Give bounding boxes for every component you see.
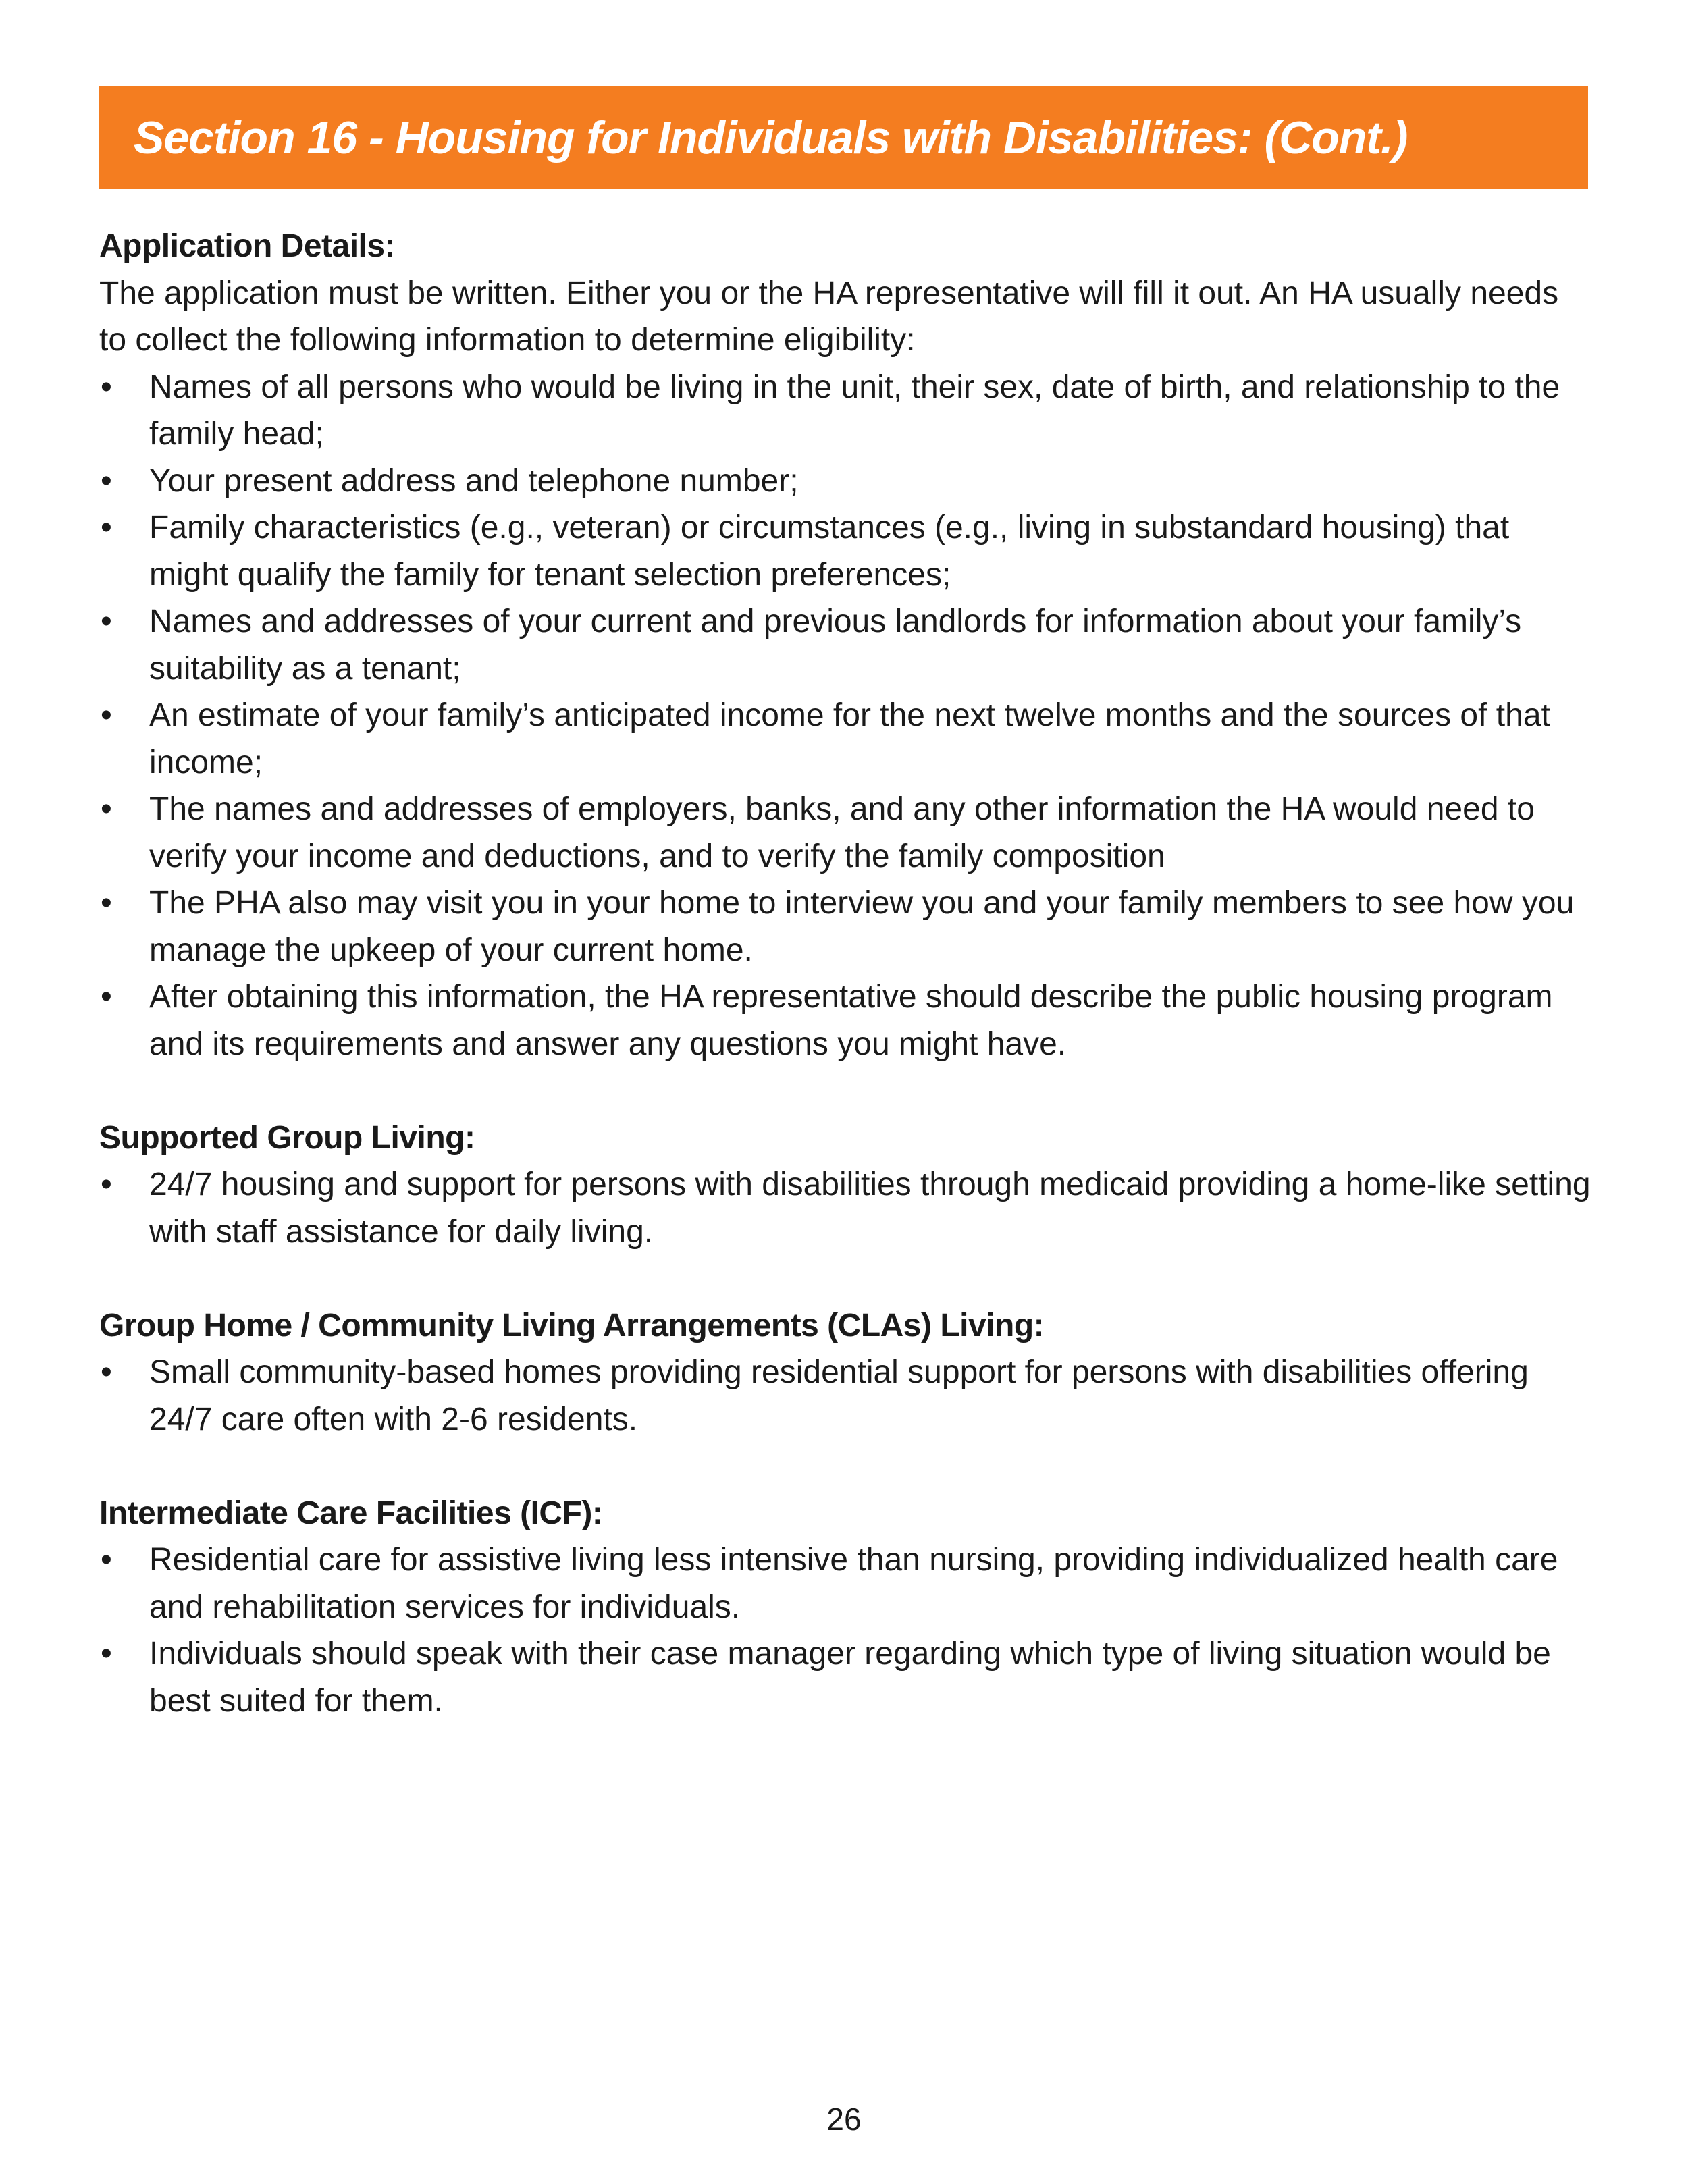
list-item-text: The names and addresses of employers, banks, and any other information the HA would need to verify your income and deductions, and to verify the family composition: [149, 791, 1535, 874]
bullet-icon: •: [101, 791, 112, 827]
icf-section: [99, 1490, 1591, 1725]
list-item: [99, 1349, 1591, 1443]
list-item: [99, 974, 1591, 1067]
section-heading: Supported Group Living:: [99, 1119, 475, 1156]
list-item: [99, 598, 1591, 692]
bullet-icon: •: [101, 697, 112, 733]
application-details-section: [99, 223, 1591, 1067]
list-item: [99, 504, 1591, 598]
page-content: [99, 223, 1591, 1724]
bullet-icon: •: [101, 1542, 112, 1578]
bullet-list: [99, 364, 1591, 1068]
bullet-list: [99, 1537, 1591, 1724]
bullet-icon: •: [101, 1354, 112, 1390]
list-item: [99, 1537, 1591, 1630]
spacer: [99, 1443, 1591, 1490]
list-item: [99, 692, 1591, 786]
group-home-section: [99, 1302, 1591, 1443]
section-intro: The application must be written. Either you or the HA representative will fill it out. An HA usually needs to collect the following information to determine eligibility:: [99, 275, 1559, 358]
list-item-text: Your present address and telephone number;: [149, 462, 799, 499]
bullet-icon: •: [101, 885, 112, 921]
list-item-text: Names of all persons who would be living in the unit, their sex, date of birth, and relationship to the family head;: [149, 369, 1560, 452]
list-item-text: Names and addresses of your current and previous landlords for information about your family’s suitability as a tenant;: [149, 604, 1522, 687]
list-item-text: The PHA also may visit you in your home to interview you and your family members to see how you manage the upkeep of your current home.: [149, 885, 1575, 968]
list-item: [99, 1630, 1591, 1724]
bullet-icon: •: [101, 510, 112, 545]
list-item-text: Family characteristics (e.g., veteran) or circumstances (e.g., living in substandard housing) that might qualify the family for tenant selection preferences;: [149, 510, 1510, 593]
list-item: [99, 786, 1591, 880]
bullet-icon: •: [101, 604, 112, 639]
list-item-text: An estimate of your family’s anticipated income for the next twelve months and the sources of that income;: [149, 697, 1550, 780]
bullet-icon: •: [101, 979, 112, 1015]
spacer: [99, 1067, 1591, 1115]
section-title: Section 16 - Housing for Individuals with Disabilities: (Cont.): [134, 112, 1408, 163]
section-banner: [99, 86, 1588, 189]
list-item: [99, 458, 1591, 505]
bullet-list: [99, 1161, 1591, 1255]
list-item-text: Small community-based homes providing residential support for persons with disabilities offering 24/7 care often with 2-6 residents.: [149, 1354, 1529, 1437]
section-heading: Application Details:: [99, 228, 396, 264]
bullet-icon: •: [101, 462, 112, 499]
section-heading: Group Home / Community Living Arrangements (CLAs) Living:: [99, 1307, 1045, 1343]
list-item-text: Individuals should speak with their case manager regarding which type of living situation would be best suited for them.: [149, 1636, 1551, 1719]
bullet-icon: •: [101, 369, 112, 405]
spacer: [99, 1255, 1591, 1302]
list-item-text: After obtaining this information, the HA representative should describe the public housing program and its requirements and answer any questions you might have.: [149, 979, 1553, 1062]
list-item: [99, 364, 1591, 458]
bullet-icon: •: [101, 1636, 112, 1672]
list-item: [99, 880, 1591, 974]
list-item-text: 24/7 housing and support for persons with disabilities through medicaid providing a home-like setting with staff assistance for daily living.: [149, 1167, 1591, 1250]
bullet-icon: •: [101, 1167, 112, 1202]
bullet-list: [99, 1349, 1591, 1443]
section-heading: Intermediate Care Facilities (ICF):: [99, 1495, 603, 1531]
page-number: 26: [826, 2102, 862, 2137]
list-item-text: Residential care for assistive living less intensive than nursing, providing individualized health care and rehabilitation services for individuals.: [149, 1542, 1558, 1625]
supported-group-living-section: [99, 1115, 1591, 1256]
list-item: [99, 1161, 1591, 1255]
